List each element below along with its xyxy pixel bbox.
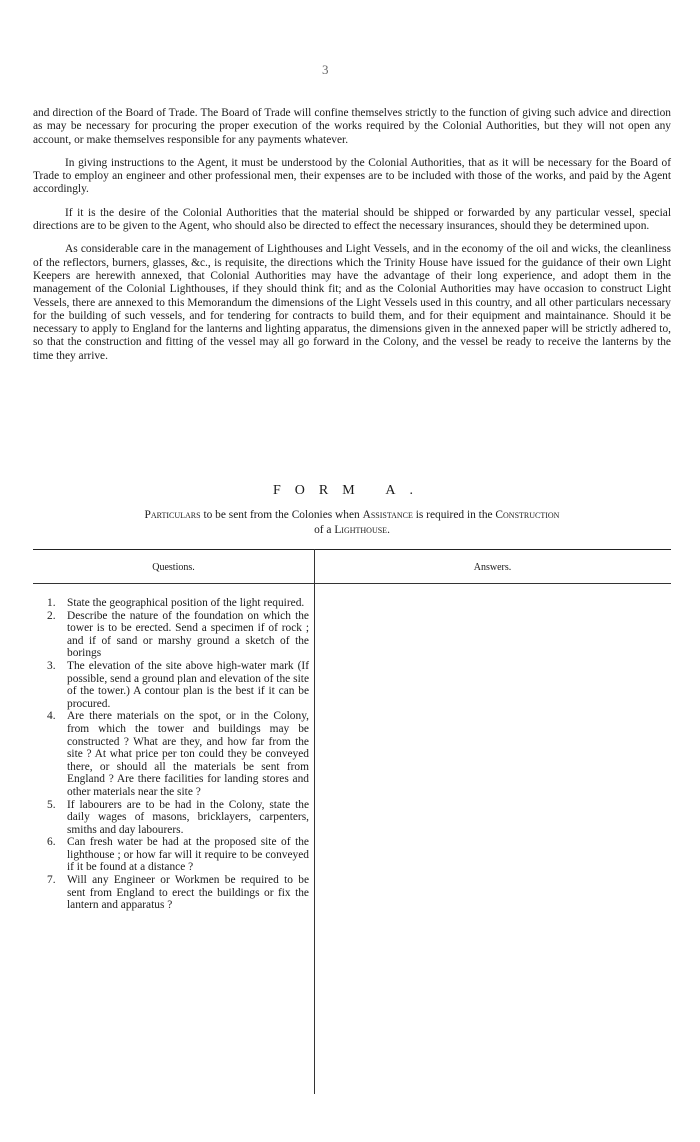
question-item xyxy=(33,799,309,837)
question-item xyxy=(33,836,309,874)
questions-list xyxy=(33,597,309,912)
answers-column-header: Answers. xyxy=(473,562,512,573)
paragraph: and direction of the Board of Trade. The Board of Trade will confine themselves strictly to the function of giving such advice and direction as may be necessary for procuring the proper execution of the works required by the Colonial Authorities, but they will not open any account, or make themselves responsible for any payments whatever. xyxy=(33,107,671,146)
question-text: Will any Engineer or Workmen be required to be sent from England to erect the buildings or fix the lantern and apparatus ? xyxy=(67,874,309,912)
table-top-rule xyxy=(33,549,671,550)
question-number: 6. xyxy=(47,836,56,849)
questions-column-header: Questions. xyxy=(152,562,195,573)
paragraph: In giving instructions to the Agent, it must be understood by the Colonial Authorities, that as it will be necessary for the Board of Trade to employ an engineer and other professional men, their expenses are to be included with those of the works, and paid by the Agent accordingly. xyxy=(33,156,671,196)
page-number: 3 xyxy=(322,62,329,77)
question-number: 2. xyxy=(47,609,56,622)
question-number: 5. xyxy=(47,798,56,811)
form-subtitle xyxy=(33,508,671,538)
question-number: 7. xyxy=(47,874,56,887)
subtitle-word: Lighthouse xyxy=(334,524,388,536)
subtitle-word: Assistance xyxy=(362,509,413,521)
subtitle-text: to be sent from the Colonies when xyxy=(200,509,363,521)
subtitle-word: Particulars xyxy=(144,509,201,521)
question-text: Can fresh water be had at the proposed site of the lighthouse ; or how far will it require to be conveyed if it be found at a distance ? xyxy=(67,836,309,874)
form-title: FORM A. xyxy=(272,483,428,498)
question-item xyxy=(33,710,309,798)
question-item xyxy=(33,660,309,710)
question-item xyxy=(33,874,309,912)
subtitle-text: of a xyxy=(314,524,335,536)
question-text: The elevation of the site above high-water mark (If possible, send a ground plan and elevation of the site of the tower.) A contour plan is the best if it can be procured. xyxy=(67,659,309,710)
question-text: Are there materials on the spot, or in the Colony, from which the tower and buildings may be constructed ? What are they, and how far from the site ? At what price per ton could they be conveyed there, or should all the materials be sent from England ? Are there facilities for landing stores and other materials near the site ? xyxy=(67,710,309,798)
subtitle-text: is required in the xyxy=(412,509,496,521)
table-header-rule xyxy=(33,583,671,584)
paragraph: If it is the desire of the Colonial Authorities that the material should be shipped or forwarded by any particular vessel, special directions are to be given to the Agent, who should also be directed to effect the necessary insurances, should they be determined upon. xyxy=(33,206,671,233)
paragraph: As considerable care in the management of Lighthouses and Light Vessels, and in the economy of the oil and wicks, the cleanliness of the reflectors, burners, glasses, &c., is requisite, the directions which the Trinity House have issued for the guidance of their own Light Keepers are herewith annexed, that Colonial Authorities may have the advantage of their long experience, and adopt them in the management of the Colonial Lighthouses, if they should think fit; and as the Colonial Authorities may have occasion to construct Light Vessels, there are annexed to this Memorandum the dimensions of the Light Vessels used in this country, and all other particulars necessary for the building of such vessels, and for tendering for contracts to build them, and for their equipment and maintainance. Should it be necessary to apply to England for the lanterns and lighting apparatus, the dimensions given in the annexed paper will be strictly adhered to, so that the construction and fitting of the vessel may all go forward in the Colony, and the vessel be ready to receive the lanterns by the time they arrive. xyxy=(33,243,671,362)
memorandum-text xyxy=(33,107,671,373)
subtitle-text: . xyxy=(387,524,390,536)
column-divider xyxy=(314,549,315,1094)
question-text: If labourers are to be had in the Colony, state the daily wages of masons, bricklayers, carpenters, smiths and day labourers. xyxy=(67,798,309,836)
question-item xyxy=(33,597,309,610)
subtitle-word: Construction xyxy=(495,509,560,521)
question-text: State the geographical position of the light required. xyxy=(67,597,305,609)
question-number: 3. xyxy=(47,659,56,672)
question-number: 1. xyxy=(47,597,56,609)
question-item xyxy=(33,610,309,660)
question-text: Describe the nature of the foundation on which the tower is to be erected. Send a specimen if of rock ; and if of sand or marshy ground a sketch of the borings xyxy=(67,609,309,660)
question-number: 4. xyxy=(47,710,56,723)
